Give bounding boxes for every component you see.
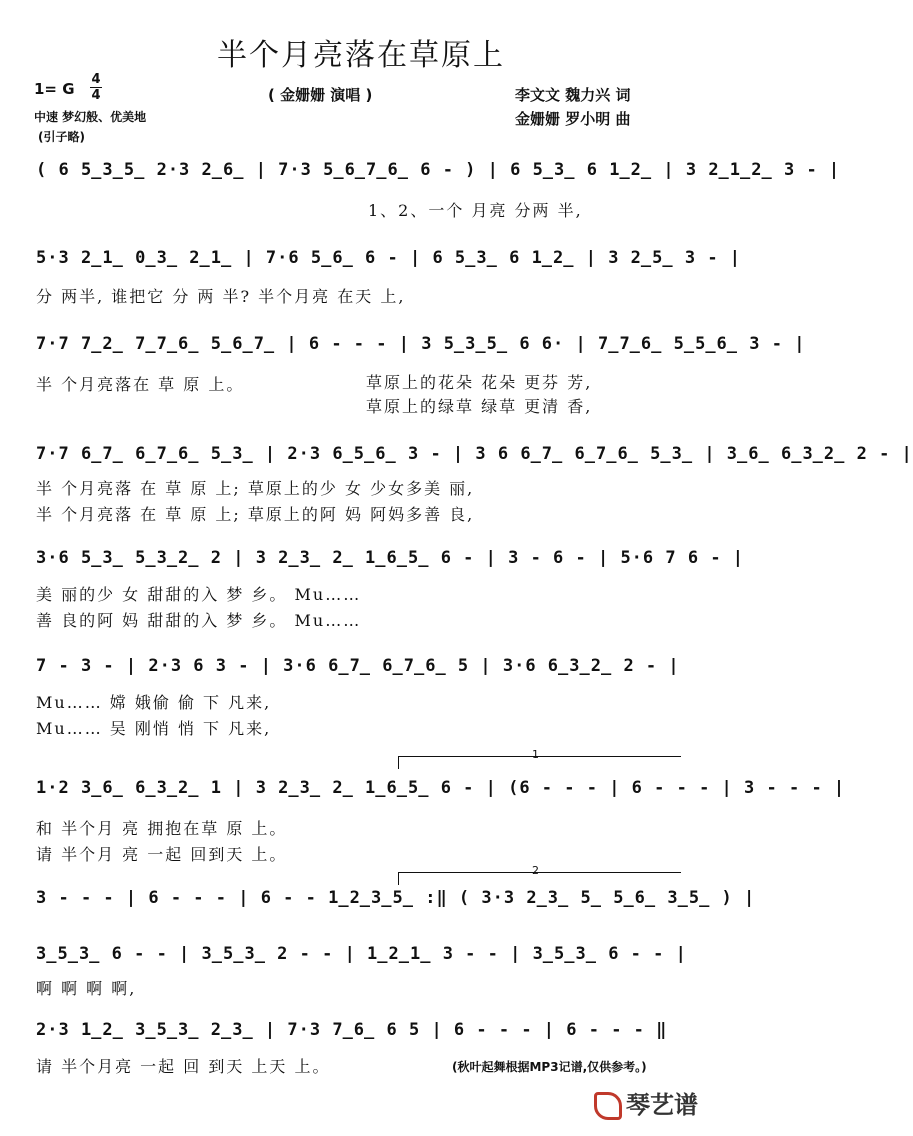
lyric-line-6-verse-1: Mu…… 嫦 娥偷 偷 下 凡来,: [36, 693, 272, 712]
notation-line-3: 7·7 7̲2̲ 7̲7̲6̲ 5̲6̲7̲ | 6 - - - | 3 5̲3̲5̲ 6 6· | 7̲7̲6̲ 5̲5̲6̲ 3 - |: [36, 334, 806, 354]
lyric-line-6-verse-2: Mu…… 吴 刚悄 悄 下 凡来,: [36, 719, 272, 738]
notation-line-5: 3·6 5̲3̲ 5̲3̲2̲ 2 | 3 2̲3̲ 2̲ 1̲6̲5̲ 6 - | 3 - 6 - | 5·6 7 6 - |: [36, 548, 745, 568]
page-title: 半个月亮落在草原上: [217, 38, 505, 73]
time-signature: [90, 72, 102, 103]
notation-line-7: 1·2 3̲6̲ 6̲3̲2̲ 1 | 3 2̲3̲ 2̲ 1̲6̲5̲ 6 - | (6 - - - | 6 - - - | 3 - - - |: [36, 778, 846, 798]
second-ending-number: 2: [532, 864, 539, 877]
intro-note: (引子略): [38, 130, 85, 144]
lyric-line-2: 分 两半, 谁把它 分 两 半? 半个月亮 在天 上,: [36, 287, 406, 306]
lyric-line-7-verse-2: 请 半个月 亮 一起 回到天 上。: [36, 845, 288, 864]
notation-line-8: 3 - - - | 6 - - - | 6 - - 1̲2̲3̲5̲ :‖ ( 3·3 2̲3̲ 5̲ 5̲6̲ 3̲5̲ ) |: [36, 888, 756, 908]
lyric-line-3: 半 个月亮落在 草 原 上。: [36, 375, 245, 394]
lyric-line-9: 啊 啊 啊 啊,: [36, 979, 137, 998]
key-signature: 1= G: [34, 80, 75, 98]
notation-line-1: ( 6 5̲3̲5̲ 2·3 2̲6̲ | 7·3 5̲6̲7̲6̲ 6 - ) | 6 5̲3̲ 6 1̲2̲ | 3 2̲1̲2̲ 3 - |: [36, 160, 841, 180]
lyric-line-3-verse-1: 草原上的花朵 花朵 更芬 芳,: [366, 373, 593, 392]
meter-top: 4: [91, 72, 101, 87]
composer-credit: 金姗姗 罗小明 曲: [515, 110, 631, 128]
notation-line-10: 2·3 1̲2̲ 3̲5̲3̲ 2̲3̲ | 7·3 7̲6̲ 6 5 | 6 - - - | 6 - - - ‖: [36, 1020, 668, 1040]
site-logo: [594, 1085, 698, 1120]
lyric-line-4-verse-1: 半 个月亮落 在 草 原 上; 草原上的少 女 少女多美 丽,: [36, 479, 475, 498]
lyricist-credit: 李文文 魏力兴 词: [515, 86, 631, 104]
notation-line-9: 3̲5̲3̲ 6 - - | 3̲5̲3̲ 2 - - | 1̲2̲1̲ 3 - - | 3̲5̲3̲ 6 - - |: [36, 944, 687, 964]
lyric-line-3-verse-2: 草原上的绿草 绿草 更清 香,: [366, 397, 593, 416]
lyric-line-7-verse-1: 和 半个月 亮 拥抱在草 原 上。: [36, 819, 288, 838]
lyric-line-10: 请 半个月亮 一起 回 到天 上天 上。: [36, 1057, 331, 1076]
notation-line-2: 5·3 2̲1̲ 0̲3̲ 2̲1̲ | 7·6 5̲6̲ 6 - | 6 5̲3̲ 6 1̲2̲ | 3 2̲5̲ 3 - |: [36, 248, 742, 268]
lyric-line-5-verse-1: 美 丽的少 女 甜甜的入 梦 乡。 Mu……: [36, 585, 362, 604]
logo-text: 琴艺谱: [626, 1091, 698, 1119]
meter-bottom: 4: [91, 88, 101, 103]
first-ending-bracket: [398, 756, 681, 769]
lyric-line-5-verse-2: 善 良的阿 妈 甜甜的入 梦 乡。 Mu……: [36, 611, 362, 630]
logo-icon: [594, 1092, 622, 1120]
singer-credit: ( 金姗姗 演唱 ): [268, 86, 373, 104]
lyric-line-1: 1、2、一个 月亮 分两 半,: [368, 201, 583, 220]
notation-line-4: 7·7 6̲7̲ 6̲7̲6̲ 5̲3̲ | 2·3 6̲5̲6̲ 3 - | 3 6 6̲7̲ 6̲7̲6̲ 5̲3̲ | 3̲6̲ 6̲3̲2̲ 2 - |: [36, 444, 913, 464]
first-ending-number: 1: [532, 748, 539, 761]
second-ending-bracket: [398, 872, 681, 885]
notation-line-6: 7 - 3 - | 2·3 6 3 - | 3·6 6̲7̲ 6̲7̲6̲ 5 | 3·6 6̲3̲2̲ 2 - |: [36, 656, 680, 676]
tempo-marking: 中速 梦幻般、优美地: [34, 110, 147, 124]
transcription-note: (秋叶起舞根据MP3记谱,仅供参考。): [452, 1060, 647, 1074]
lyric-line-4-verse-2: 半 个月亮落 在 草 原 上; 草原上的阿 妈 阿妈多善 良,: [36, 505, 475, 524]
